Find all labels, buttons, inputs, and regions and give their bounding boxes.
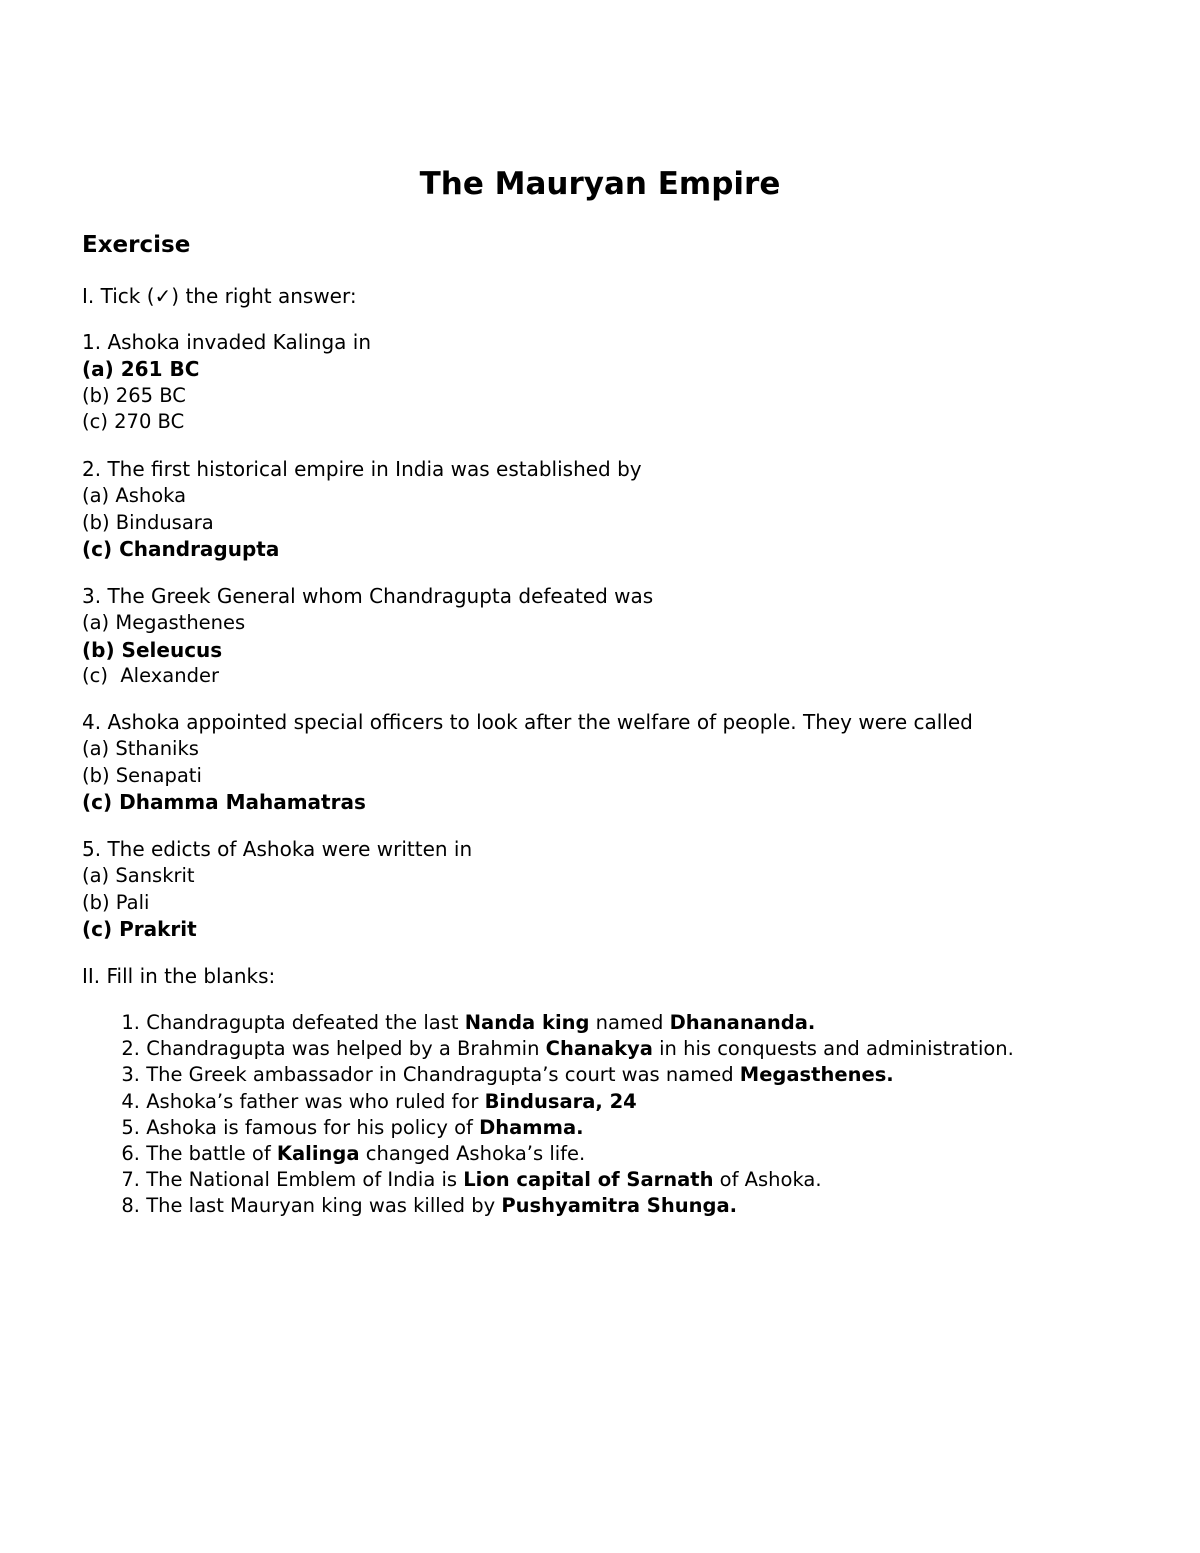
list-item xyxy=(82,1115,1014,1141)
item-number: 4. xyxy=(121,1089,140,1113)
item-number: 1. xyxy=(121,1011,140,1034)
item-text: Ashoka’s father was who ruled for Bindusara, 24 xyxy=(146,1089,637,1113)
list-item xyxy=(82,1062,1014,1088)
option-c-correct: (c) Chandragupta xyxy=(82,537,280,561)
option-b: (b) 265 BC xyxy=(82,383,186,407)
question-text: 5. The edicts of Ashoka were written in xyxy=(82,837,473,861)
question-2 xyxy=(82,456,1162,563)
part2-heading: II. Fill in the blanks: xyxy=(82,964,276,988)
option-c-correct: (c) Dhamma Mahamatras xyxy=(82,790,366,814)
item-number: 2. xyxy=(121,1037,140,1061)
answer: Chanakya xyxy=(545,1037,653,1061)
option-a: (a) Ashoka xyxy=(82,484,187,507)
list-item xyxy=(82,1089,1014,1115)
option-c: (c) 270 BC xyxy=(82,410,185,433)
item-text: The last Mauryan king was killed by Pushyamitra Shunga. xyxy=(146,1194,738,1218)
item-text: Chandragupta was helped by a Brahmin Chanakya in his conquests and administration. xyxy=(146,1037,1014,1061)
fill-in-blanks-list xyxy=(82,1010,1014,1220)
item-number: 8. xyxy=(121,1194,140,1218)
list-item xyxy=(82,1193,1014,1219)
item-number: 7. xyxy=(121,1168,140,1192)
part1-instruction xyxy=(82,282,357,310)
question-text: 2. The first historical empire in India was established by xyxy=(82,457,642,481)
answer: Megasthenes. xyxy=(739,1063,894,1087)
question-3 xyxy=(82,583,1162,690)
question-1 xyxy=(82,329,1162,436)
option-c: (c) Alexander xyxy=(82,664,219,687)
check-mark-icon: ✓ xyxy=(154,284,172,308)
option-b-correct: (b) Seleucus xyxy=(82,637,223,662)
option-a: (a) Sanskrit xyxy=(82,864,195,887)
option-c-correct: (c) Prakrit xyxy=(82,917,197,941)
page-title: The Mauryan Empire xyxy=(419,166,781,202)
question-text: 4. Ashoka appointed special officers to look after the welfare of people. They were called xyxy=(82,710,973,734)
option-b: (b) Pali xyxy=(82,890,150,914)
option-a: (a) Sthaniks xyxy=(82,737,199,760)
item-number: 3. xyxy=(121,1063,140,1087)
instruction-prefix: I. Tick ( xyxy=(82,284,155,308)
answer: Lion capital of Sarnath xyxy=(463,1168,714,1192)
answer: Nanda king xyxy=(464,1011,590,1034)
option-a: (a) Megasthenes xyxy=(82,611,246,634)
question-text: 3. The Greek General whom Chandragupta defeated was xyxy=(82,584,654,608)
list-item xyxy=(82,1141,1014,1167)
option-b: (b) Senapati xyxy=(82,763,202,787)
question-4 xyxy=(82,709,1162,816)
answer: Bindusara, 24 xyxy=(484,1089,637,1113)
item-text: The National Emblem of India is Lion capital of Sarnath of Ashoka. xyxy=(146,1168,822,1192)
item-number: 6. xyxy=(121,1142,140,1166)
answer: Dhamma. xyxy=(479,1115,584,1139)
list-item xyxy=(82,1167,1014,1193)
item-text: Ashoka is famous for his policy of Dhamma. xyxy=(146,1115,584,1139)
item-text: The battle of Kalinga changed Ashoka’s life. xyxy=(146,1142,586,1166)
instruction-suffix: ) the right answer: xyxy=(171,284,357,308)
list-item xyxy=(82,1036,1014,1062)
option-a-correct: (a) 261 BC xyxy=(82,357,200,381)
answer: Kalinga xyxy=(276,1142,360,1166)
section-heading: Exercise xyxy=(82,232,191,258)
question-5 xyxy=(82,836,1162,943)
option-b: (b) Bindusara xyxy=(82,510,214,534)
item-number: 5. xyxy=(121,1115,140,1139)
item-text: The Greek ambassador in Chandragupta’s court was named Megasthenes. xyxy=(146,1063,894,1087)
answer: Pushyamitra Shunga. xyxy=(501,1194,738,1218)
question-text: 1. Ashoka invaded Kalinga in xyxy=(82,330,372,354)
answer: Dhanananda. xyxy=(669,1011,816,1034)
item-text: Chandragupta defeated the last Nanda king named Dhanananda. xyxy=(146,1011,816,1034)
list-item xyxy=(82,1010,1014,1036)
